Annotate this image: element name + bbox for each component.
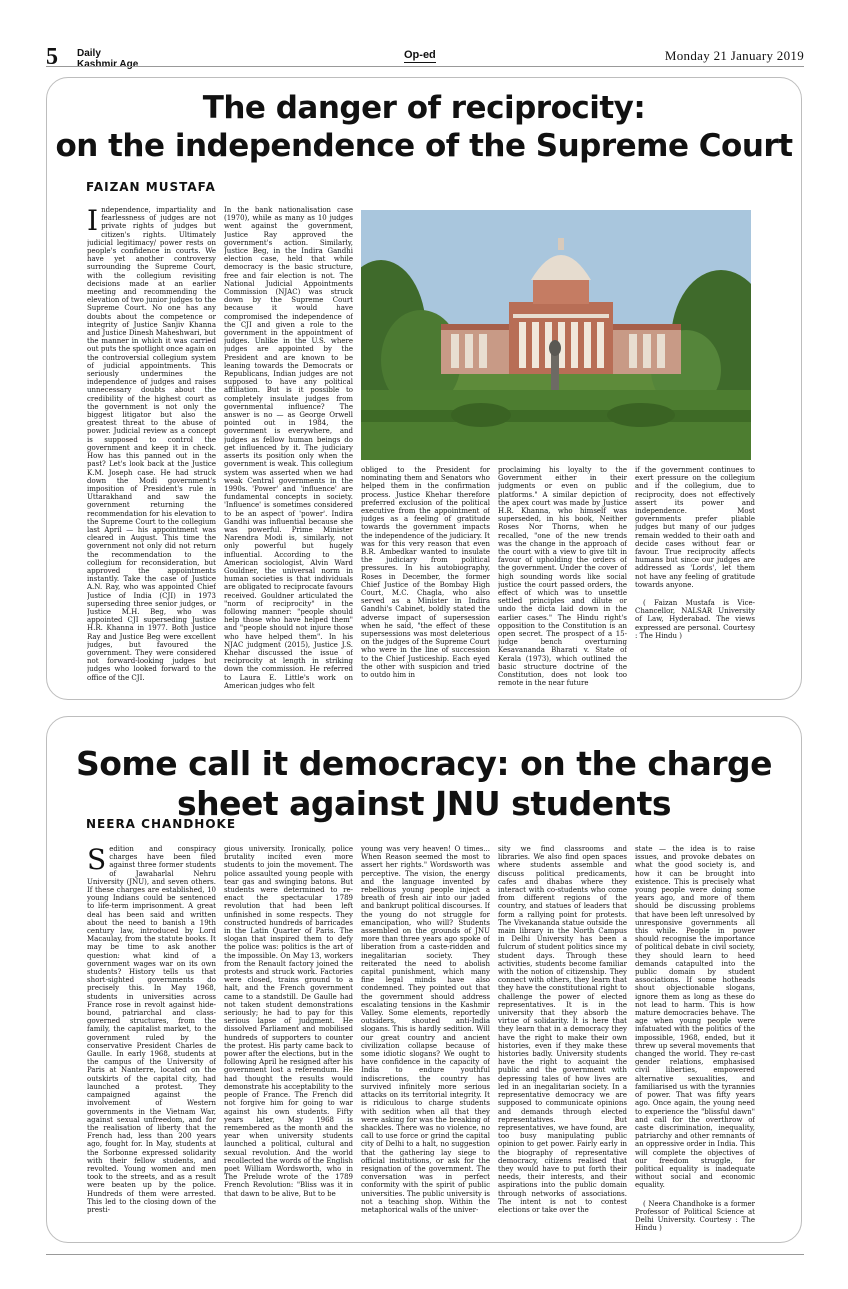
section-label: Op-ed <box>404 49 436 61</box>
headline-line2: sheet against JNU students <box>176 784 672 823</box>
author-note: ( Faizan Mustafa is Vice-Chancellor, NALSAR University of Law, Hyderabad. The views expressed are personal. Courtesy : The Hindu ) <box>635 599 755 640</box>
paper-name-line2: Kashmir Age <box>77 59 139 70</box>
column-text: ndependence, impartiality and fearlessness of judges are not private rights of judges but citizen's rights. Ultimately judicial legitimacy/ power rests on people's confidence in courts. We have yet another controversy surrounding the Supreme Court, with the collegium revisiting decisions made at an earlier meeting and recommending the elevation of two junior judges to the Supreme Court. No one has any doubts about the competence or integrity of Justice Sanjiv Khanna and Justice Dinesh Maheshwari, but the manner in which it was carried out puts the spotlight once again on the controversial collegium system of judicial appointments. This seriously undermines the independence of judges and raises unnecessary doubts about the credibility of the highest court as the government is not only the biggest litigator but also the greatest threat to the abuse of power. Judicial review as a concept is supposed to control the government and keep it in check. How has this panned out in the past? Let's look back at the Justice K.M. Joseph case. He had struck down the Modi government's imposition of President's rule in Uttarakhand and saw the government returning the recommendation for his elevation to the Supreme Court to the collegium last April — his appointment was cleared in August. This time the government not only did not return the recommendation to the collegium for reconsideration, but approved the appointments instantly. Take the case of Justice A.N. Ray, who was appointed Chief Justice of India (CJI) in 1973 superseding three senior judges, or Justice M.H. Beg, who was appointed CJI superseding Justice H.R. Khanna in 1977. Both Justice Ray and Justice Beg were excellent judges, but favoured the government. They were considered not forward-looking judges but judges who looked forward to the office of the CJI. <box>87 206 216 682</box>
article-column-3 <box>361 466 490 694</box>
supreme-court-building-icon <box>361 210 751 460</box>
article-column-4 <box>498 845 627 1237</box>
column-text: state — the idea is to raise issues, and provoke debates on what the good society is, and how it can be brought into existence. This is precisely what young people were doing some years ago, and more of them should be discussing problems that have been left unresolved by unresponsive governments all this while. People in power should recognise the importance of political debate in civil society, they should learn to heed demands catapulted into the public domain by student associations. If some hotheads shout objectionable slogans, ignore them as long as these do not lead to harm. This is how mature democracies behave. The age when young people were infatuated with the politics of the impossible, 1968, ended, but it threw up several movements that changed the world. They re-cast gender relations, emphasised civil liberties, empowered alternative sexualities, and familiarised us with the tyrannies of power. That was fifty years ago. Once again, the young need to experience the "blissful dawn" and call for the overthrow of caste discrimination, inequality, patriarchy and other remnants of an oppressive order in India. This will complete the objectives of our freedom struggle, for political equality is inadequate without social and economic equality. <box>635 845 755 1190</box>
footer-rule <box>46 1254 804 1255</box>
column-text: proclaiming his loyalty to the Government either in their judgments or even on public platforms." A similar depiction of the apex court was made by Justice H.R. Khanna, who himself was superseded, in his book, Neither Roses Nor Thorns, when he recalled, "one of the new trends was the change in the approach of the court with a view to give tilt in favour of upholding the orders of the government. Under the cover of high sounding words like social justice the court passed orders, the effect of which was to unsettle settled principles and dilute or undo the dicta laid down in the earlier cases." The Hindu right's opposition to the Constitution is an open secret. The prospect of a 15-judge bench overturning Kesavananda Bharati v. State of Kerala (1973), which outlined the basic structure doctrine of the Constitution, does not look too remote in the near future <box>498 466 627 688</box>
article-jnu <box>46 716 802 1243</box>
headline <box>47 744 801 824</box>
article-column-2 <box>224 845 353 1237</box>
supreme-court-photo <box>361 210 751 460</box>
drop-cap: S <box>87 845 107 876</box>
article-column-2 <box>224 206 353 694</box>
column-text: In the bank nationalisation case (1970), while as many as 10 judges went against the government, Justice Ray approved the government's action. Similarly, Justice Beg, in the Indira Gandhi election case, held that while democracy is the basic structure, free and fair election is not. The National Judicial Appointments Commission (NJAC) was struck down by the Supreme Court because it would have compromised the independence of the CJI and given a role to the government in the appointment of judges. Unlike in the U.S. where judges are appointed by the President and are known to be leaning towards the Democrats or Republicans, Indian judges are not supposed to have any political affiliation. But is it possible to completely insulate judges from governmental influence? The answer is no — as George Orwell pointed out in 1984, the government is everywhere, and judges as fellow human beings do get influenced by it. The judiciary asserts its position only when the government is weak. This collegium system was asserted when we had weak Central governments in the 1990s. 'Power' and 'influence' are fundamental concepts in society. 'Influence' is sometimes considered to be an aspect of 'power'. Indira Gandhi was influential because she was powerful. Prime Minister Narendra Modi is, similarly, not only powerful but hugely influential. According to the American sociologist, Alvin Ward Gouldner, the universal norm in human societies is that individuals are obligated to reciprocate favours received. Gouldner articulated the "norm of reciprocity" in the following manner: "people should help those who have helped them" and "people should not injure those who have helped them". In his NJAC judgment (2015), Justice J.S. Khehar discussed the issue of reciprocity at length in striking down the commission. He referred to Laura E. Little's work on American judges who felt <box>224 206 353 690</box>
column-text: gious university. Ironically, police brutality incited even more students to join the movement. The police assaulted young people with tear gas and swinging batons. But students were determined to re-enact the spectacular 1789 revolution that had been left unfinished in some respects. They constructed hundreds of barricades in the Latin Quarter of Paris. The slogan that inspired them to defy the police was: politics is the art of the impossible. On May 13, workers from the Renault factory joined the protests and struck work. Factories were closed, trains ground to a halt, and the French government came to a standstill. De Gaulle had not taken student demonstrations seriously; he had to pay for this serious lapse of judgment. He dissolved Parliament and mobilised hundreds of supporters to counter the protest. His party came back to power after the elections, but in the following April he resigned after his government lost a referendum. He had thought the results would demonstrate his acceptability to the people of France. The French did not forgive him for going to war against his own students. Fifty years later, May 1968 is remembered as the month and the year when university students launched a political, cultural and sexual revolution. And the world recollected the words of the English poet William Wordsworth, who in The Prelude wrote of the 1789 French Revolution: "Bliss was it in that dawn to be alive, But to be <box>224 845 353 1198</box>
byline: FAIZAN MUSTAFA <box>86 180 216 194</box>
column-text: edition and conspiracy charges have been filed against three former students of Jawaharlal Nehru University (JNU), and seven others. If these charges are established, 10 young Indians could be sentenced to life-term imprisonment. A great deal has been said and written about the need to banish a 19th century law, introduced by Lord Macaulay, from the statute books. It may be time to ask another question: what kind of a government wages war on its own students? History tells us that short-sighted governments do precisely this. In May 1968, students in universities across France rose in revolt against hide-bound, patriarchal and class-governed structures, from the family, the capitalist market, to the government ruled by the conservative President Charles de Gaulle. In early 1968, students at the campus of the University of Paris at Nanterre, located on the outskirts of the capital city, had launched a protest. They campaigned against the involvement of Western governments in the Vietnam War, against sexual unfreedom, and for the realisation of liberty that the French had, less than 200 years ago, fought for. In May, students at the Sorbonne expressed solidarity with their fellow students, and revolted. Young women and men took to the streets, and as a result were beaten up by the police. Hundreds of them were arrested. This led to the closing down of the presti- <box>87 845 216 1214</box>
issue-date: Monday 21 January 2019 <box>664 48 804 63</box>
column-text: young was very heaven! O times... When Reason seemed the most to assert her rights." Wordsworth was perceptive. The vision, the energy and the language invented by rebellious young people inject a breath of fresh air into our jaded and bankrupt political discourses. If the young do not struggle for emancipation, who will? Students assembled on the grounds of JNU more than three years ago spoke of liberation from a caste-ridden and inegalitarian society. They reiterated the need to abolish capital punishment, which many fine legal minds have also condemned. They pointed out that the government should address escalating tensions in the Kashmir Valley. Some elements, reportedly outsiders, shouted anti-India slogans. This is hardly sedition. Will our great country and ancient civilization collapse because of some idiotic slogans? We ought to have confidence in the capacity of India to endure youthful indiscretions, the country has survived infinitely more serious attacks on its territorial integrity. It is ridiculous to charge students with sedition when all that they were asking for was the breaking of shackles. There was no violence, no call to use force or grind the capital city of Delhi to a halt, no suggestion that the gathering lay siege to official institutions, or ask for the resignation of the government. The conversation was in perfect conformity with the spirit of public universities. The public university is not a teaching shop. Within the metaphorical walls of the univer- <box>361 845 490 1214</box>
headline-line2: on the independence of the Supreme Court <box>55 128 793 164</box>
headline <box>47 89 801 165</box>
byline: NEERA CHANDHOKE <box>86 817 237 831</box>
paper-name-line1: Daily <box>77 48 101 59</box>
drop-cap: I <box>87 206 99 237</box>
column-text: obliged to the President for nominating them and Senators who helped them in the confirmation process. Justice Khehar therefore preferred exclusion of the political executive from the appointment of judges as a feeling of gratitude towards the government impacts the independence of the judiciary. It was for this very reason that even B.R. Ambedkar wanted to insulate the judiciary from political pressures. In his autobiography, Roses in December, the former Chief Justice of the Bombay High Court, M.C. Chagla, who also served as a Minister in Indira Gandhi's Cabinet, boldly stated the adverse impact of supersession when he said, "the effect of these supersessions was most deleterious on the judges of the Supreme Court who were in the line of succession to the Chief Justiceship. Each eyed the other with suspicion and tried to outdo him in <box>361 466 490 680</box>
article-column-1 <box>87 845 216 1237</box>
author-note: ( Neera Chandhoke is a former Professor of Political Science at Delhi University. Courtesy : The Hindu ) <box>635 1199 755 1233</box>
article-column-5 <box>635 845 755 1237</box>
headline-line1: Some call it democracy: on the charge <box>75 744 773 783</box>
header-rule <box>46 66 804 67</box>
column-text: sity we find classrooms and libraries. We also find open spaces where students assemble and discuss political predicaments, cafes and dhabas where they interact with co-students who come from different regions of the country, and statues of leaders that form a rallying point for protests. The Vivekananda statue outside the main library in the North Campus in Delhi University has been a fulcrum of student politics since my student days. Through these activities, students become familiar with the notion of citizenship. They connect with others, they learn that they have the constitutional right to challenge the power of elected representatives. It is in the university that they absorb the virtue of solidarity. It is here that they learn that in a democracy they have the right to make their own histories, even if they make these histories badly. University students have the right to acquaint the public and the government with depressing tales of how lives are led in an inegalitarian society. In a representative democracy we are supposed to communicate opinions and demands through elected representatives. But representatives, we have found, are too busy manipulating public opinion to get power. Fairly early in the biography of representative democracy, citizens realised that they would have to put forth their needs, their interests, and their aspirations into the public domain through networks of associations. The intent is not to contest elections or take over the <box>498 845 627 1214</box>
article-column-5 <box>635 466 755 694</box>
article-reciprocity <box>46 77 802 700</box>
article-column-1 <box>87 206 216 694</box>
article-column-4 <box>498 466 627 694</box>
headline-line1: The danger of reciprocity: <box>202 90 646 126</box>
article-column-3 <box>361 845 490 1237</box>
page-number: 5 <box>46 44 58 70</box>
column-text: if the government continues to exert pressure on the collegium and if the collegium, due to reciprocity, does not effectively assert its power and independence. Most governments prefer pliable judges but many of our judges remain wedded to their oath and decide cases without fear or favour. True reciprocity affects humans but since our judges are addressed as 'Lords', let them not have any feeling of gratitude towards anyone. <box>635 466 755 589</box>
